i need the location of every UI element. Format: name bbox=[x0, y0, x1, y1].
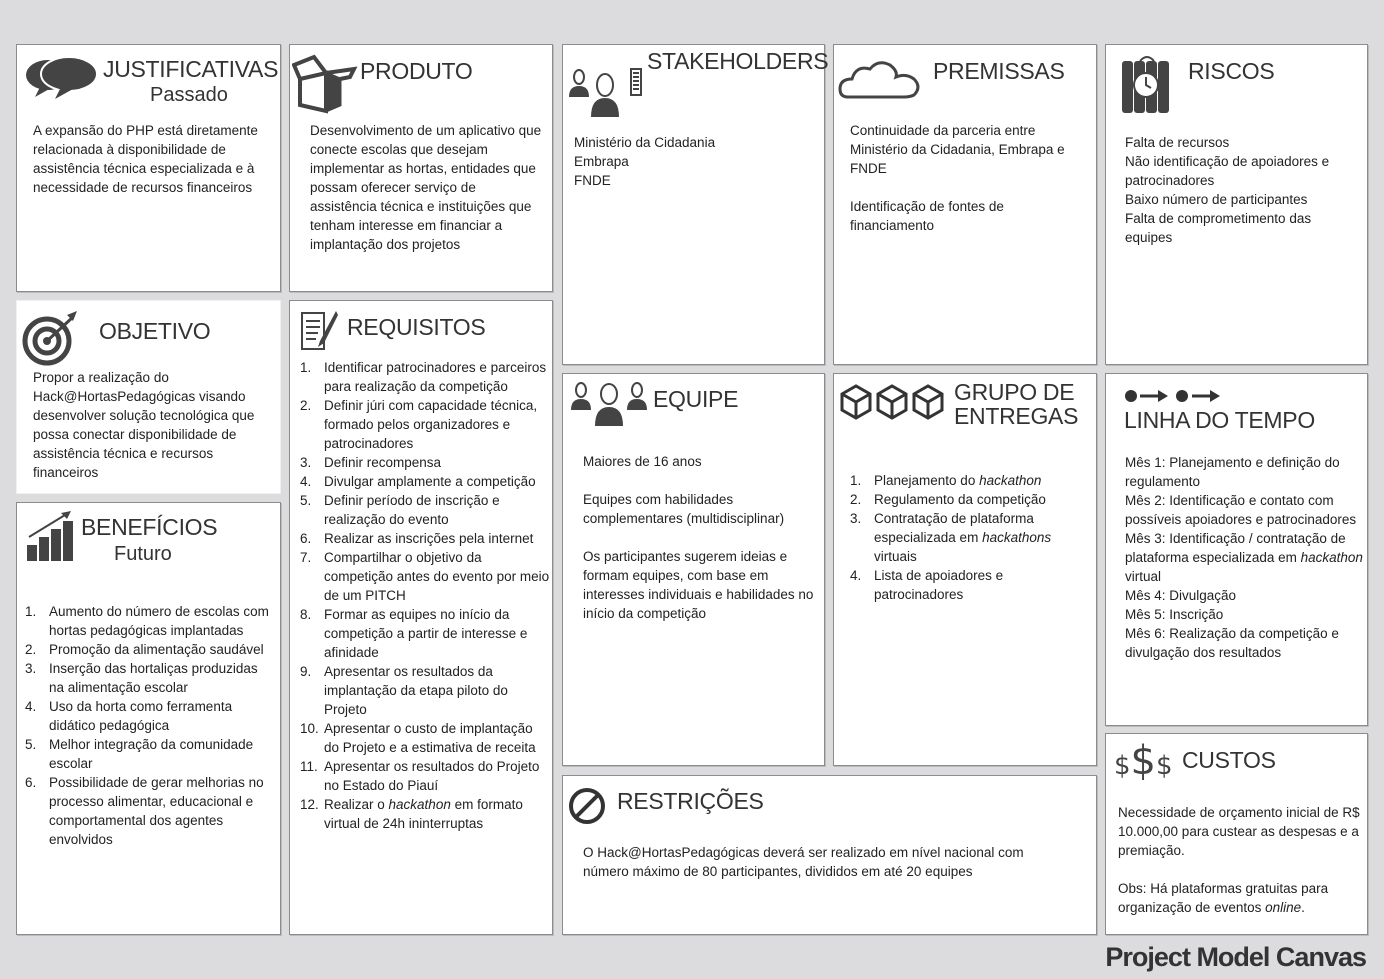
item-text: Formar as equipes no início da competição a partir de interesse e afinidade bbox=[324, 607, 528, 660]
list-item bbox=[25, 735, 275, 773]
requisitos-list bbox=[300, 358, 550, 833]
card-text: Desenvolvimento de um aplicativo que conecte escolas que desejam implementar as hortas, entidades que possam oferecer serviço de assistência técnica e instituições que tenham interesse em financiar a implantação dos projetos bbox=[310, 123, 542, 252]
box-icon bbox=[292, 53, 358, 115]
card-title bbox=[954, 380, 1078, 428]
item-text: Compartilhar o objetivo da competição antes do evento por meio de um PITCH bbox=[324, 550, 550, 603]
item-number: 3. bbox=[300, 455, 312, 470]
list-item bbox=[25, 773, 275, 849]
italic-segment: hackathons bbox=[982, 530, 1052, 545]
text-segment: Realizar o bbox=[324, 797, 389, 812]
list-item bbox=[850, 490, 1090, 509]
beneficios-list bbox=[25, 602, 275, 849]
text-segment: Lista de apoiadores e patrocinadores bbox=[874, 568, 1004, 602]
item-number: 10. bbox=[300, 721, 319, 736]
list-item bbox=[25, 602, 275, 640]
list-item bbox=[300, 453, 550, 472]
cost-paragraph: Necessidade de orçamento inicial de R$ 10.000,00 para custear as despesas e a premiação. bbox=[1118, 805, 1360, 858]
list-item: Continuidade da parceria entre Ministério da Cidadania, Embrapa e FNDE bbox=[850, 123, 1065, 176]
entregas-card bbox=[833, 373, 1097, 766]
item-text: Definir período de inscrição e realização do evento bbox=[324, 493, 500, 527]
riscos-card bbox=[1105, 44, 1368, 365]
list-item bbox=[300, 605, 550, 662]
linha-do-tempo-card bbox=[1105, 373, 1368, 726]
list-item bbox=[300, 719, 550, 757]
list-item: Equipes com habilidades complementares (multidisciplinar) bbox=[583, 492, 785, 526]
card-title: PRODUTO bbox=[360, 58, 473, 84]
list-item bbox=[300, 795, 550, 833]
list-item: Ministério da Cidadania bbox=[574, 135, 716, 150]
item-number: 3. bbox=[850, 511, 862, 526]
text-segment: Mês 1: Planejamento e definição do regulamento bbox=[1125, 455, 1340, 489]
custos-text bbox=[1118, 803, 1364, 917]
list-item bbox=[300, 396, 550, 453]
cost-note bbox=[1118, 879, 1364, 917]
list-item: Os participantes sugerem ideias e formam equipes, com base em interesses individuais e habilidades no início da competição bbox=[583, 549, 814, 621]
card-title: PREMISSAS bbox=[933, 58, 1065, 84]
list-item bbox=[300, 548, 550, 605]
text-segment: Mês 3: Identificação / contratação de plataforma especializada em bbox=[1125, 531, 1346, 565]
title-line: ENTREGAS bbox=[954, 403, 1079, 429]
item-text bbox=[874, 471, 1041, 490]
equipe-card bbox=[562, 373, 825, 766]
item-number: 8. bbox=[300, 607, 312, 622]
card-title: STAKEHOLDERS bbox=[647, 48, 829, 74]
item-text: Uso da horta como ferramenta didático pedagógica bbox=[49, 699, 233, 733]
card-title: LINHA DO TEMPO bbox=[1124, 407, 1315, 433]
card-text: Propor a realização do Hack@HortasPedagógicas visando desenvolver solução tecnológica que possa conectar disponibilidade de assistência técnica e recursos financeiros bbox=[33, 370, 255, 480]
card-text: A expansão do PHP está diretamente relacionada à disponibilidade de assistência técnica especializada e à necessidade de recursos financeiros bbox=[33, 123, 258, 195]
item-number: 12. bbox=[300, 797, 319, 812]
item-number: 7. bbox=[300, 550, 312, 565]
card-subtitle: Passado bbox=[150, 84, 228, 106]
team-icon bbox=[569, 380, 649, 426]
objetivo-card bbox=[16, 300, 281, 494]
list-item bbox=[25, 697, 275, 735]
card-title: JUSTIFICATIVAS bbox=[103, 56, 279, 82]
list-item bbox=[1125, 605, 1365, 624]
item-text: Divulgar amplamente a competição bbox=[324, 474, 536, 489]
list-item: Falta de comprometimento das equipes bbox=[1125, 211, 1312, 245]
list-item: Identificação de fontes de financiamento bbox=[850, 199, 1004, 233]
list-item bbox=[300, 757, 550, 795]
list-item: FNDE bbox=[574, 173, 611, 188]
item-text: Definir júri com capacidade técnica, formado pelos organizadores e patrocinadores bbox=[324, 398, 538, 451]
item-text: Apresentar os resultados da implantação da etapa piloto do Projeto bbox=[324, 664, 508, 717]
bar-chart-growth-icon bbox=[25, 511, 77, 563]
card-subtitle: Futuro bbox=[114, 543, 172, 565]
custos-card bbox=[1105, 733, 1368, 935]
speech-bubbles-icon bbox=[21, 55, 101, 101]
item-text: Promoção da alimentação saudável bbox=[49, 642, 264, 657]
card-title: REQUISITOS bbox=[347, 314, 486, 340]
item-number: 1. bbox=[300, 360, 312, 375]
item-text: Apresentar os resultados do Projeto no Estado do Piauí bbox=[324, 759, 540, 793]
list-item bbox=[300, 529, 550, 548]
text-segment: virtual bbox=[1125, 569, 1162, 584]
card-title: OBJETIVO bbox=[99, 318, 211, 344]
dollar-signs-icon: $$$ bbox=[1114, 738, 1173, 784]
list-item bbox=[1125, 529, 1365, 586]
restricoes-card bbox=[562, 775, 1097, 935]
stakeholders-list bbox=[574, 133, 814, 190]
premissas-card bbox=[833, 44, 1097, 365]
requisitos-card bbox=[289, 300, 553, 935]
list-item bbox=[1125, 586, 1365, 605]
text-segment: . bbox=[1301, 900, 1305, 915]
prohibited-icon bbox=[567, 786, 607, 826]
item-number: 2. bbox=[25, 642, 37, 657]
item-number: 1. bbox=[850, 473, 862, 488]
item-number: 5. bbox=[25, 737, 37, 752]
list-item: Baixo número de participantes bbox=[1125, 192, 1308, 207]
item-number: 5. bbox=[300, 493, 312, 508]
item-number: 4. bbox=[25, 699, 37, 714]
list-item bbox=[25, 640, 275, 659]
target-icon bbox=[21, 309, 79, 367]
list-item bbox=[25, 659, 275, 697]
entregas-list bbox=[850, 471, 1090, 604]
card-title: RESTRIÇÕES bbox=[617, 788, 764, 814]
item-text: Apresentar o custo de implantação do Projeto e a estimativa de receita bbox=[324, 721, 536, 755]
item-number: 4. bbox=[850, 568, 862, 583]
item-text bbox=[874, 509, 1090, 566]
item-text bbox=[874, 490, 1046, 509]
item-text bbox=[324, 795, 550, 833]
card-title: BENEFÍCIOS bbox=[81, 514, 218, 540]
text-segment: virtuais bbox=[874, 549, 917, 564]
list-item bbox=[850, 509, 1090, 566]
item-text: Aumento do número de escolas com hortas pedagógicas implantadas bbox=[49, 604, 269, 638]
text-segment: em formato virtual de 24h ininterruptas bbox=[324, 797, 523, 831]
card-title: EQUIPE bbox=[653, 386, 739, 412]
item-text: Possibilidade de gerar melhorias no processo alimentar, educacional e comportamental dos agentes envolvidos bbox=[49, 775, 264, 847]
italic-segment: hackathon bbox=[979, 473, 1042, 488]
text-segment: Regulamento da competição bbox=[874, 492, 1046, 507]
item-number: 6. bbox=[300, 531, 312, 546]
list-item: Falta de recursos bbox=[1125, 135, 1230, 150]
timeline-list bbox=[1125, 453, 1365, 662]
title-line: GRUPO DE bbox=[954, 379, 1075, 405]
text-segment: Mês 6: Realização da competição e divulgação dos resultados bbox=[1125, 626, 1339, 660]
people-building-icon bbox=[567, 67, 649, 119]
item-number: 3. bbox=[25, 661, 37, 676]
riscos-list bbox=[1125, 133, 1361, 247]
list-item bbox=[850, 471, 1090, 490]
item-number: 9. bbox=[300, 664, 312, 679]
item-number: 4. bbox=[300, 474, 312, 489]
list-item: Embrapa bbox=[574, 154, 629, 169]
list-item bbox=[300, 472, 550, 491]
list-item bbox=[1125, 491, 1365, 529]
item-text: Realizar as inscrições pela internet bbox=[324, 531, 534, 546]
italic-segment: hackathon bbox=[388, 797, 451, 812]
card-title: RISCOS bbox=[1188, 58, 1275, 84]
item-text: Identificar patrocinadores e parceiros para realização da competição bbox=[324, 360, 547, 394]
italic-segment: online bbox=[1265, 900, 1302, 915]
text-segment: Contratação de plataforma especializada em bbox=[874, 511, 1034, 545]
premissas-list bbox=[850, 121, 1090, 235]
list-item bbox=[850, 566, 1090, 604]
item-number: 6. bbox=[25, 775, 37, 790]
list-item bbox=[1125, 453, 1365, 491]
list-item bbox=[300, 358, 550, 396]
text-segment: Mês 5: Inscrição bbox=[1125, 607, 1224, 622]
item-text: Definir recompensa bbox=[324, 455, 442, 470]
dynamite-clock-icon bbox=[1118, 53, 1176, 113]
canvas-footer-title: Project Model Canvas bbox=[1105, 942, 1366, 972]
equipe-list bbox=[583, 452, 815, 623]
item-number: 11. bbox=[300, 759, 318, 774]
document-pen-icon bbox=[298, 307, 340, 353]
italic-segment: hackathon bbox=[1300, 550, 1363, 565]
list-item: Maiores de 16 anos bbox=[583, 454, 702, 469]
card-title: CUSTOS bbox=[1182, 747, 1276, 773]
item-number: 2. bbox=[850, 492, 862, 507]
timeline-arrows-icon bbox=[1124, 388, 1224, 404]
item-number: 1. bbox=[25, 604, 37, 619]
item-text bbox=[874, 566, 1090, 604]
list-item bbox=[300, 491, 550, 529]
produto-card bbox=[289, 44, 553, 292]
list-item bbox=[300, 662, 550, 719]
item-text: Inserção das hortaliças produzidas na alimentação escolar bbox=[49, 661, 258, 695]
card-text: O Hack@HortasPedagógicas deverá ser realizado em nível nacional com número máximo de 80 participantes, divididos em até 20 equipes bbox=[583, 845, 1024, 879]
item-text: Melhor integração da comunidade escolar bbox=[49, 737, 254, 771]
list-item bbox=[1125, 624, 1365, 662]
justificativas-card bbox=[16, 44, 281, 292]
cloud-icon bbox=[838, 59, 922, 101]
list-item: Não identificação de apoiadores e patrocinadores bbox=[1125, 154, 1330, 188]
text-segment: Mês 2: Identificação e contato com possíveis apoiadores e patrocinadores bbox=[1125, 493, 1357, 527]
beneficios-card bbox=[16, 502, 281, 935]
delivery-boxes-icon bbox=[840, 384, 948, 420]
stakeholders-card bbox=[562, 44, 829, 365]
text-segment: Obs: Há plataformas gratuitas para organização de eventos bbox=[1118, 881, 1329, 915]
text-segment: Mês 4: Divulgação bbox=[1125, 588, 1237, 603]
text-segment: Planejamento do bbox=[874, 473, 980, 488]
item-number: 2. bbox=[300, 398, 312, 413]
